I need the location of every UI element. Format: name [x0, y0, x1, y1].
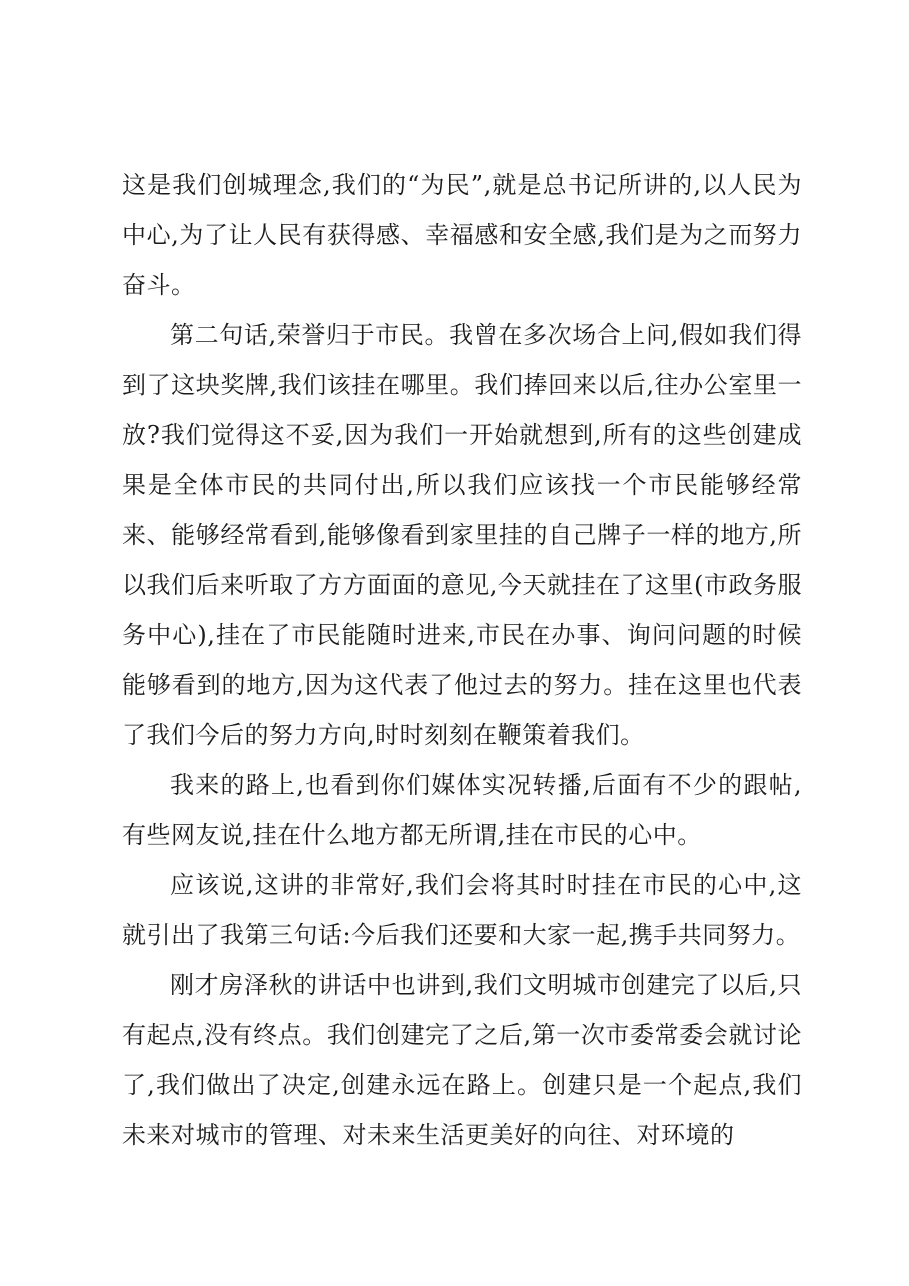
paragraph-1: 这是我们创城理念,我们的“为民”,就是总书记所讲的,以人民为中心,为了让人民有获得感、幸福感和安全感,我们是为之而努力奋斗。: [122, 171, 802, 299]
paragraph-4: 应该说,这讲的非常好,我们会将其时时挂在市民的心中,这就引出了我第三句话:今后我们还要和大家一起,携手共同努力。: [122, 871, 802, 949]
document-body: [122, 160, 802, 1160]
paragraph-2: 第二句话,荣誉归于市民。我曾在多次场合上问,假如我们得到了这块奖牌,我们该挂在哪里。我们捧回来以后,往办公室里一放?我们觉得这不妥,因为我们一开始就想到,所有的这些创建成果是全体市民的共同付出,所以我们应该找一个市民能够经常来、能够经常看到,能够像看到家里挂的自己牌子一样的地方,所以我们后来听取了方方面面的意见,今天就挂在了这里(市政务服务中心),挂在了市民能随时进来,市民在办事、询问问题的时候能够看到的地方,因为这代表了他过去的努力。挂在这里也代表了我们今后的努力方向,时时刻刻在鞭策着我们。: [122, 321, 802, 749]
paragraph-5: 刚才房泽秋的讲话中也讲到,我们文明城市创建完了以后,只有起点,没有终点。我们创建完了之后,第一次市委常委会就讨论了,我们做出了决定,创建永远在路上。创建只是一个起点,我们未来对城市的管理、对未来生活更美好的向往、对环境的: [122, 971, 802, 1149]
paragraph-3: 我来的路上,也看到你们媒体实况转播,后面有不少的跟帖,有些网友说,挂在什么地方都无所谓,挂在市民的心中。: [122, 771, 802, 849]
